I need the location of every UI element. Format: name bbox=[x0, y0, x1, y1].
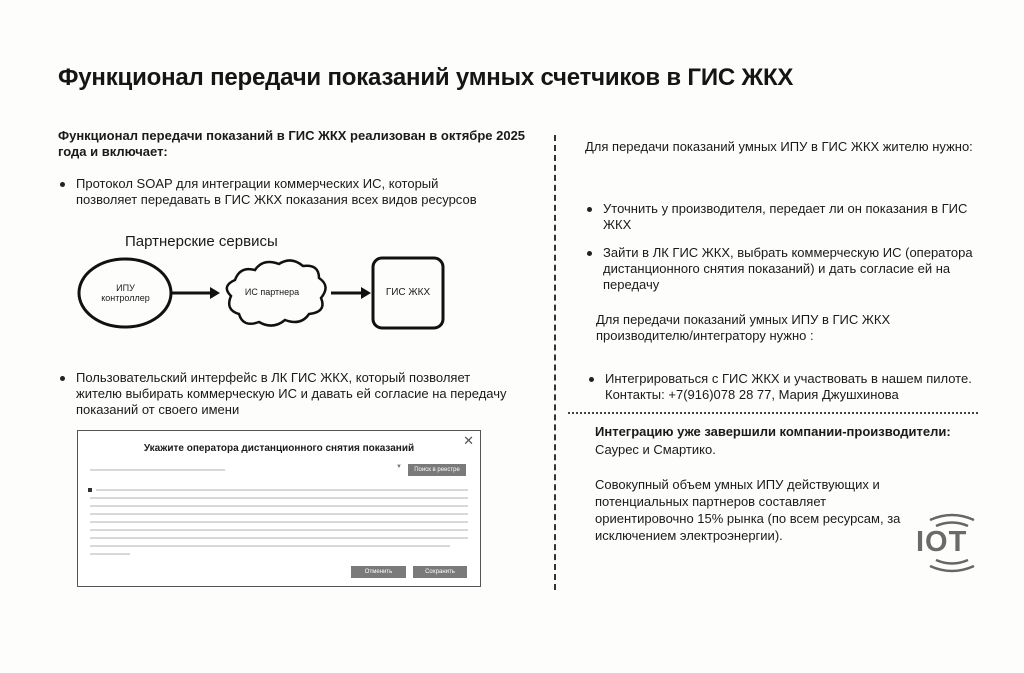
consent-text-line bbox=[90, 521, 468, 523]
consent-text-line bbox=[90, 545, 450, 547]
market-share-text: Совокупный объем умных ИПУ действующих и потенциальных партнеров составляет ориентировочно 15% рынка (по всем ресурсам, за исключением электроэнергии). bbox=[595, 477, 901, 543]
node-partner-label: ИС партнера bbox=[244, 287, 300, 297]
consent-text-line bbox=[90, 505, 468, 507]
column-divider bbox=[554, 135, 556, 590]
save-button[interactable]: Сохранить bbox=[413, 566, 467, 578]
operator-dialog-screenshot bbox=[77, 430, 481, 587]
bullet-soap: Протокол SOAP для интеграции коммерческих ИС, который позволяет передавать в ГИС ЖКХ показания всех видов ресурсов bbox=[58, 176, 498, 208]
logo-text: IOT bbox=[916, 526, 968, 558]
chevron-down-icon[interactable]: ▼ bbox=[396, 464, 402, 470]
diagram-title: Партнерские сервисы bbox=[125, 233, 278, 250]
vendor-item: Интегрироваться с ГИС ЖКХ и участвовать в нашем пилоте. Контакты: +7(916)078 28 77, Мария Джушхинова bbox=[587, 371, 987, 403]
page-title: Функционал передачи показаний умных счетчиков в ГИС ЖКХ bbox=[58, 64, 794, 91]
consent-text bbox=[96, 489, 468, 491]
node-gis-label: ГИС ЖКХ bbox=[385, 287, 431, 298]
completed-companies: Саурес и Смартико. bbox=[595, 442, 716, 457]
consent-text-line bbox=[90, 497, 468, 499]
consent-text-line bbox=[90, 529, 468, 531]
completed-heading: Интеграцию уже завершили компании-производители: bbox=[595, 424, 951, 439]
arrow-1-head bbox=[210, 287, 220, 299]
close-icon[interactable]: ✕ bbox=[463, 433, 474, 448]
operator-select[interactable] bbox=[90, 469, 225, 471]
left-intro: Функционал передачи показаний в ГИС ЖКХ реализован в октябре 2025 года и включает: bbox=[58, 128, 526, 159]
search-registry-button[interactable]: Поиск в реестре bbox=[408, 464, 466, 476]
resident-heading: Для передачи показаний умных ИПУ в ГИС ЖКХ жителю нужно: bbox=[585, 139, 973, 154]
section-divider bbox=[568, 412, 978, 414]
consent-text-line bbox=[90, 537, 468, 539]
resident-item: Зайти в ЛК ГИС ЖКХ, выбрать коммерческую ИС (оператора дистанционного снятия показаний) и дать согласие ей на передачу bbox=[585, 245, 985, 293]
consent-checkbox[interactable] bbox=[88, 488, 92, 492]
consent-text-line bbox=[90, 553, 130, 555]
dialog-title: Укажите оператора дистанционного снятия показаний bbox=[143, 443, 415, 454]
node-ipu-label: ИПУ контроллер bbox=[101, 283, 150, 303]
consent-text-line bbox=[90, 513, 468, 515]
cancel-button[interactable]: Отменить bbox=[351, 566, 406, 578]
bullet-ui: Пользовательский интерфейс в ЛК ГИС ЖКХ, который позволяет жителю выбирать коммерческую ИС и давать ей согласие на передачу показаний от своего имени bbox=[58, 370, 518, 418]
resident-item: Уточнить у производителя, передает ли он показания в ГИС ЖКХ bbox=[585, 201, 985, 233]
vendor-heading: Для передачи показаний умных ИПУ в ГИС ЖКХ производителю/интегратору нужно : bbox=[596, 312, 891, 343]
arrow-2-head bbox=[361, 287, 371, 299]
iot-logo bbox=[912, 510, 988, 574]
